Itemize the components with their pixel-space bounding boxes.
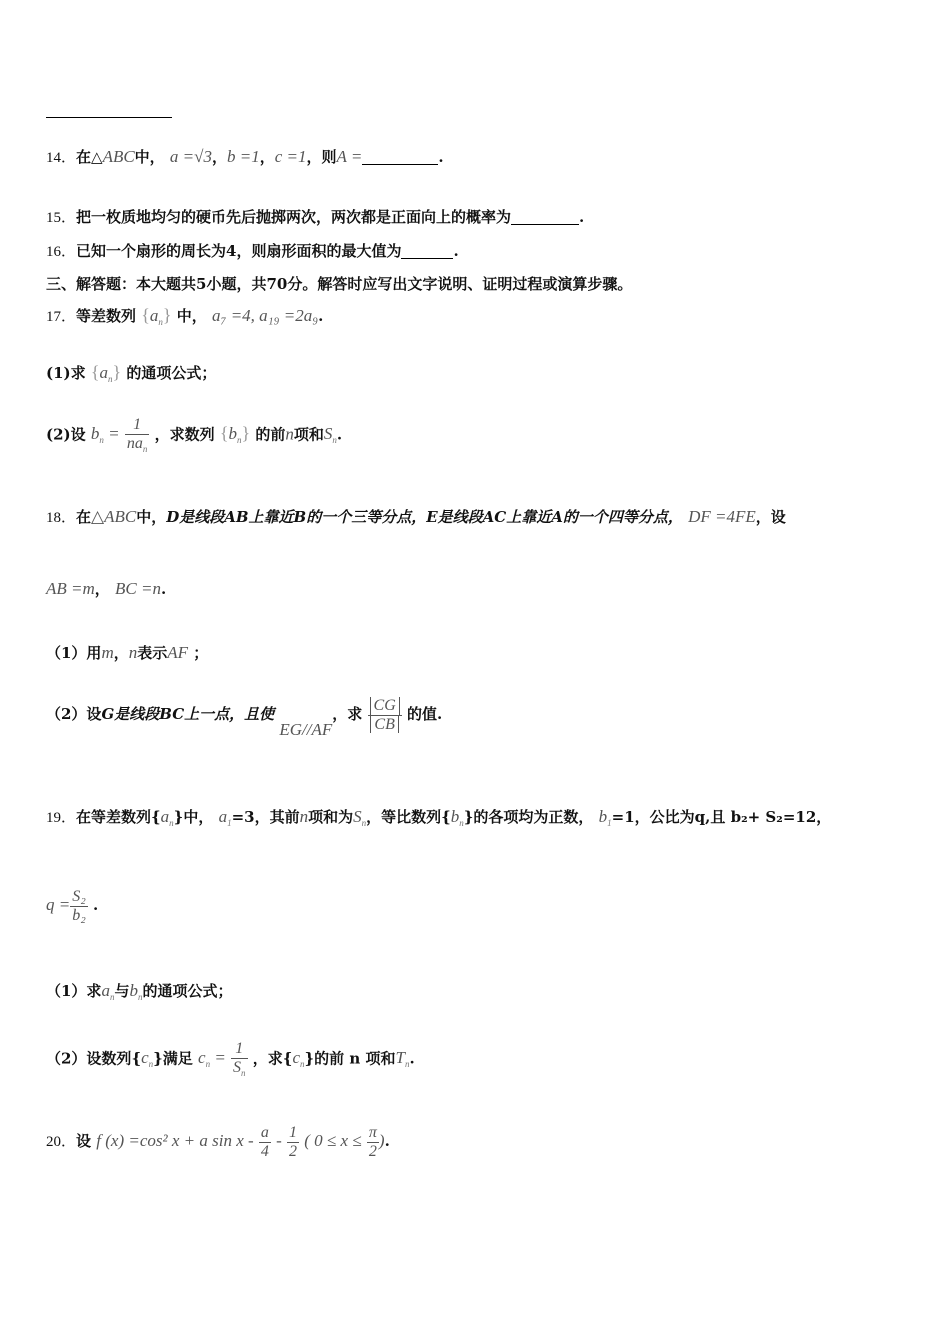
fraction: $\frac{1}{na_n}$ <box>126 416 148 454</box>
question-19: 19．在等差数列$\{a_n\}$中， $a_1=3$，其前n项和为$S_n$，等比数列$\{b_n\}$的各项均为正数， $b_1=1$，公比为q,且 b₂+ S₂=12， <box>46 807 832 828</box>
answer-blank <box>401 244 453 259</box>
question-19-part-2: （2）设数列$\{c_n\}$满足 $c_n$ = $\frac{1}{S_n}$ ，求$\{c_n\}$的前 n 项和$T_n$. <box>46 1040 415 1078</box>
fraction: $\frac{\text{S₂}}{\text{b₂}}$ <box>72 888 86 924</box>
question-18-part-2: （2）设G是线段BC上一点，且使 EG//AF，求 $\frac{CG}{CB}$ 的值. <box>46 697 443 740</box>
question-15: 15．把一枚质地均匀的硬币先后抛掷两次，两次都是正面向上的概率为 . <box>46 208 585 226</box>
header-rule <box>46 117 172 118</box>
fraction: $\frac{1}{S_n}$ <box>233 1040 246 1078</box>
ratio-fraction: $\frac{CG}{CB}$ <box>368 697 402 733</box>
question-19-part-1: （1）求$a_n$与$b_n$的通项公式； <box>46 981 233 1002</box>
question-17-part-2: (2)设 $b_n$ = $\frac{1}{na_n}$ ，求数列 $\{b_n\}$ 的前n项和$S_n$. <box>46 416 343 454</box>
question-18-part-1: （1）用m，n表示AF ； <box>46 643 209 662</box>
question-18-given: AB =m， BC =n. <box>46 579 167 598</box>
answer-blank <box>362 150 438 165</box>
question-14: 14．在△ABC中， a =√3，b =1，c =1，则A = . <box>46 147 444 166</box>
question-19-ratio: q = $\frac{\text{S₂}}{\text{b₂}}$ . <box>46 888 99 924</box>
fraction: $\frac{1}{2}$ <box>289 1124 298 1160</box>
question-18: 18．在△ABC中，D是线段AB上靠近B的一个三等分点，E是线段AC上靠近A的一个四等分点， DF =4FE，设 <box>46 507 786 526</box>
section-heading: 三、解答题：本大题共5小题，共70分。解答时应写出文字说明、证明过程或演算步骤。 <box>46 275 633 293</box>
fraction: $\frac{a}{4}$ <box>260 1124 269 1160</box>
question-16: 16．已知一个扇形的周长为4，则扇形面积的最大值为 . <box>46 242 459 260</box>
fraction: $\frac{\pi}{2}$ <box>368 1124 377 1160</box>
answer-blank <box>511 210 579 225</box>
question-20: 20．设 f (x) =cos² x + a sin x - $\frac{a}{4}$ - $\frac{1}{2}$ ( 0 ≤ x ≤ $\frac{\pi}{2}$ ). <box>46 1124 390 1160</box>
question-17-part-1: (1)求 $\{a_n\}$ 的通项公式； <box>46 362 217 384</box>
question-17: 17．等差数列 $\{a_n\}$ 中， a₇ =4, a₁₉ =2a₉. <box>46 305 324 327</box>
